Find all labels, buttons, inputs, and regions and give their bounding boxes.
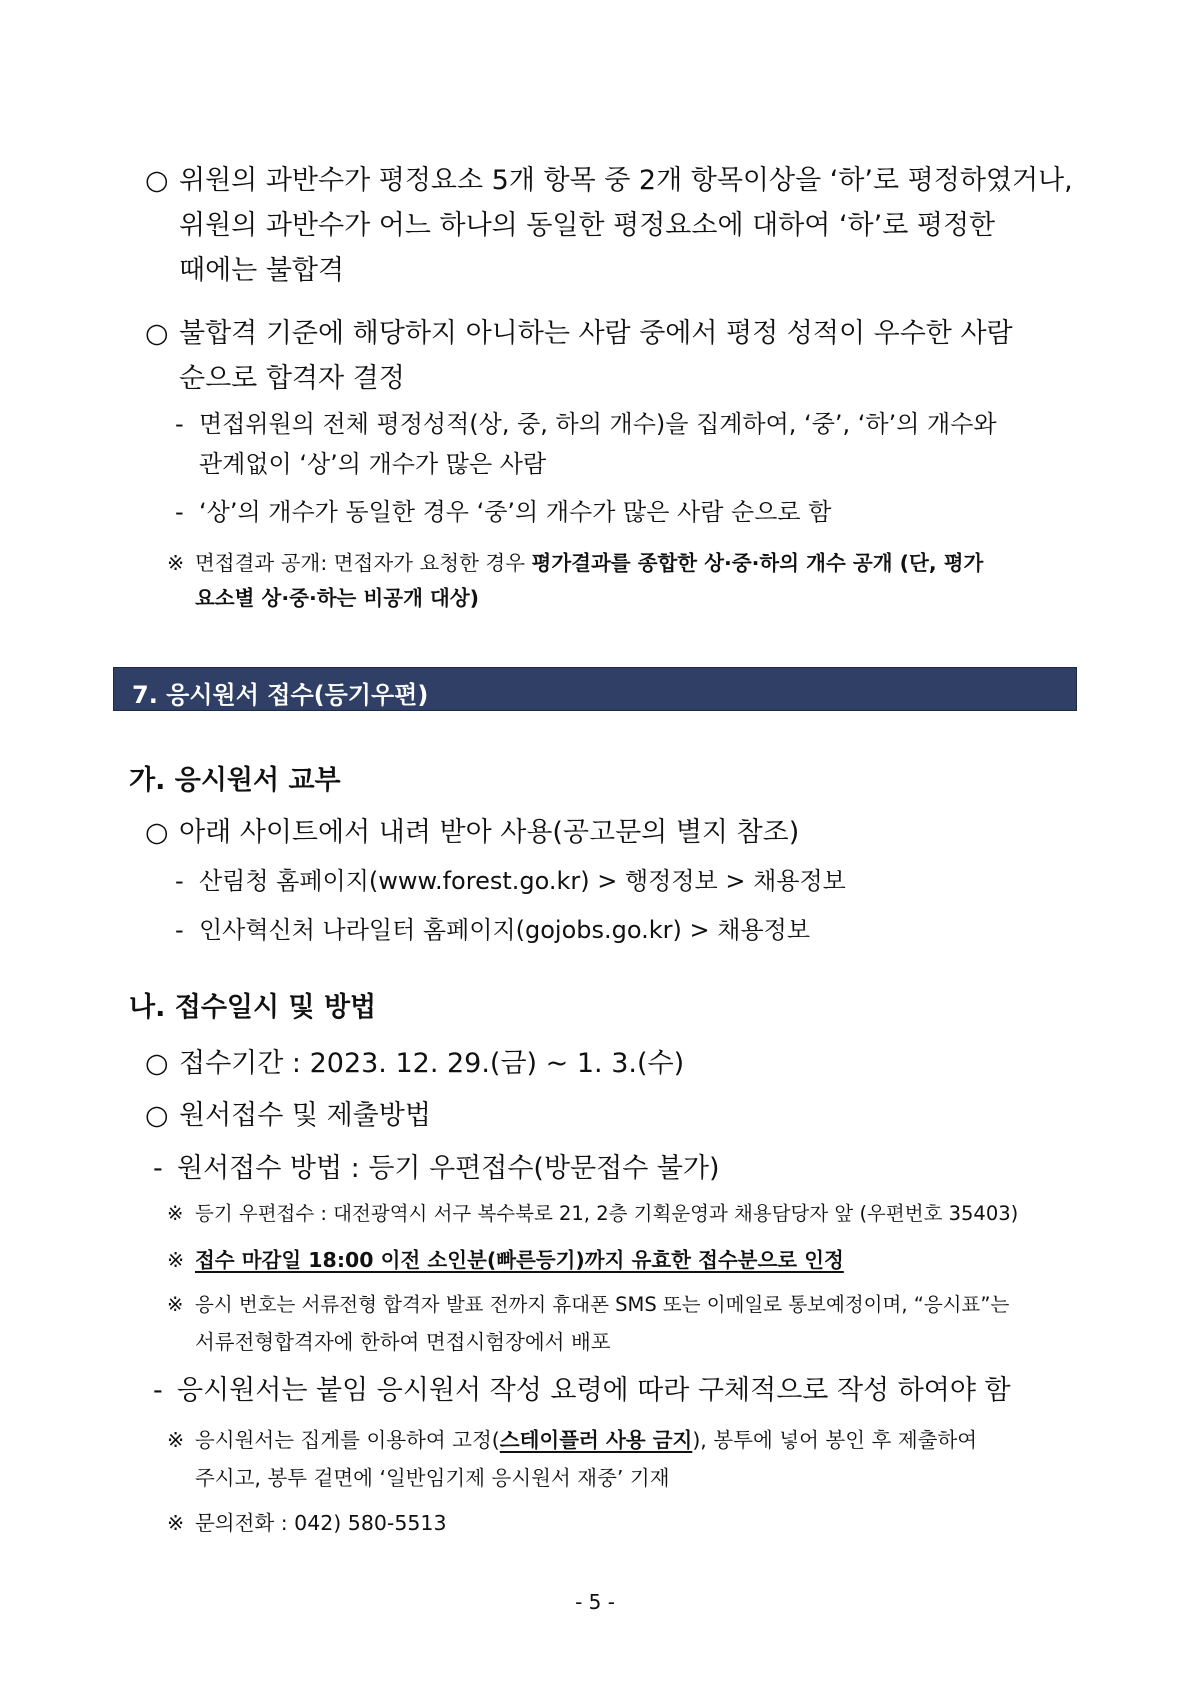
rule-dash-line-1 [175, 404, 997, 439]
dash-bullet-icon: - [175, 410, 184, 438]
rule-bullet-line-2 [145, 311, 1013, 350]
reference-mark-icon: ※ [167, 551, 185, 575]
na-dash-line-2 [153, 1368, 1011, 1407]
reference-mark-icon: ※ [167, 1248, 185, 1272]
na-ref-text-2: 접수 마감일 18:00 이전 소인분(빠른등기)까지 유효한 접수분으로 인정 [195, 1248, 844, 1272]
ga-dash-line-2 [175, 910, 810, 945]
rule-bullet-line-1 [145, 158, 1073, 197]
circle-bullet-icon: ○ [145, 1048, 169, 1079]
reference-mark-icon: ※ [167, 1511, 185, 1535]
rule-dash-line-2 [175, 492, 831, 527]
reference-mark-icon: ※ [167, 1428, 185, 1452]
reference-mark-icon: ※ [167, 1202, 184, 1225]
subheading-ga: 가. 응시원서 교부 [129, 765, 341, 796]
na-ref-text-4-underlined: 스테이플러 사용 금지 [499, 1428, 693, 1452]
rule-note-line-1 [167, 546, 983, 576]
dash-bullet-icon: - [175, 867, 184, 895]
na-ref-line-4 [167, 1423, 977, 1453]
na-ref-continuation: 서류전형합격자에 한하여 면접시험장에서 배포 [195, 1330, 611, 1354]
section-header-bar [113, 667, 1077, 711]
na-ref-line-5 [167, 1506, 447, 1536]
na-ref-continuation: 주시고, 봉투 겉면에 ‘일반임기제 응시원서 재중’ 기재 [195, 1466, 670, 1490]
na-dash-text-2: 응시원서는 붙임 응시원서 작성 요령에 따라 구체적으로 작성 하여야 함 [177, 1375, 1011, 1406]
na-ref-text-1: 등기 우편접수 : 대전광역시 서구 복수북로 21, 2층 기획운영과 채용담당자 앞 (우편번호 35403) [195, 1202, 1019, 1225]
rule-text: 면접위원의 전체 평정성적(상, 중, 하의 개수)을 집계하여, ‘중’, ‘하’의 개수와 [199, 410, 997, 438]
na-ref-text-4b: ), 봉투에 넣어 봉인 후 제출하여 [692, 1428, 978, 1452]
rule-continuation: 관계없이 ‘상’의 개수가 많은 사람 [199, 450, 547, 478]
ga-bullet-line [145, 810, 799, 849]
circle-bullet-icon: ○ [145, 1100, 169, 1131]
section-title: 7. 응시원서 접수(등기우편) [132, 681, 429, 709]
na-ref-line-2 [167, 1243, 844, 1273]
na-method-text: 원서접수 및 제출방법 [179, 1100, 431, 1131]
rule-text: ‘상’의 개수가 동일한 경우 ‘중’의 개수가 많은 사람 순으로 함 [199, 498, 832, 526]
reference-mark-icon: ※ [167, 1293, 184, 1316]
note-bold-text: 평가결과를 종합한 상·중·하의 개수 공개 (단, 평가 [531, 551, 984, 575]
note-text: 면접결과 공개: 면접자가 요청한 경우 [195, 551, 532, 575]
ga-site-1: 산림청 홈페이지(www.forest.go.kr) > 행정정보 > 채용정보 [199, 867, 846, 895]
dash-bullet-icon: - [153, 1153, 163, 1184]
rule-text: 불합격 기준에 해당하지 아니하는 사람 중에서 평정 성적이 우수한 사람 [179, 318, 1013, 349]
na-period-text: 접수기간 : 2023. 12. 29.(금) ~ 1. 3.(수) [179, 1048, 685, 1079]
circle-bullet-icon: ○ [145, 318, 169, 349]
rule-text: 위원의 과반수가 평정요소 5개 항목 중 2개 항목이상을 ‘하’로 평정하였거나, [179, 165, 1073, 196]
na-period-line [145, 1041, 684, 1080]
circle-bullet-icon: ○ [145, 817, 169, 848]
na-method-line [145, 1093, 431, 1132]
rule-continuation: 위원의 과반수가 어느 하나의 동일한 평정요소에 대하여 ‘하’로 평정한 [179, 210, 996, 241]
na-dash-text-1: 원서접수 방법 : 등기 우편접수(방문접수 불가) [177, 1153, 720, 1184]
rule-note-line-2: 요소별 상·중·하는 비공개 대상) [195, 586, 479, 610]
na-dash-line-1 [153, 1146, 720, 1185]
ga-bullet-text: 아래 사이트에서 내려 받아 사용(공고문의 별지 참조) [179, 817, 800, 848]
ga-dash-line-1 [175, 861, 846, 896]
dash-bullet-icon: - [175, 916, 184, 944]
circle-bullet-icon: ○ [145, 165, 169, 196]
dash-bullet-icon: - [153, 1375, 163, 1406]
dash-bullet-icon: - [175, 498, 184, 526]
ga-site-2: 인사혁신처 나라일터 홈페이지(gojobs.go.kr) > 채용정보 [199, 916, 811, 944]
rule-continuation: 순으로 합격자 결정 [179, 363, 405, 394]
subheading-na: 나. 접수일시 및 방법 [129, 992, 377, 1023]
page-number: - 5 - [575, 1590, 615, 1614]
na-ref-text-4a: 응시원서는 집게를 이용하여 고정( [195, 1428, 500, 1452]
na-contact-text: 문의전화 : 042) 580-5513 [195, 1511, 447, 1535]
na-ref-line-3 [167, 1289, 1009, 1317]
rule-continuation: 때에는 불합격 [179, 255, 345, 286]
na-ref-text-3: 응시 번호는 서류전형 합격자 발표 전까지 휴대폰 SMS 또는 이메일로 통보예정이며, “응시표”는 [195, 1293, 1010, 1316]
na-ref-line-1 [167, 1198, 1018, 1226]
